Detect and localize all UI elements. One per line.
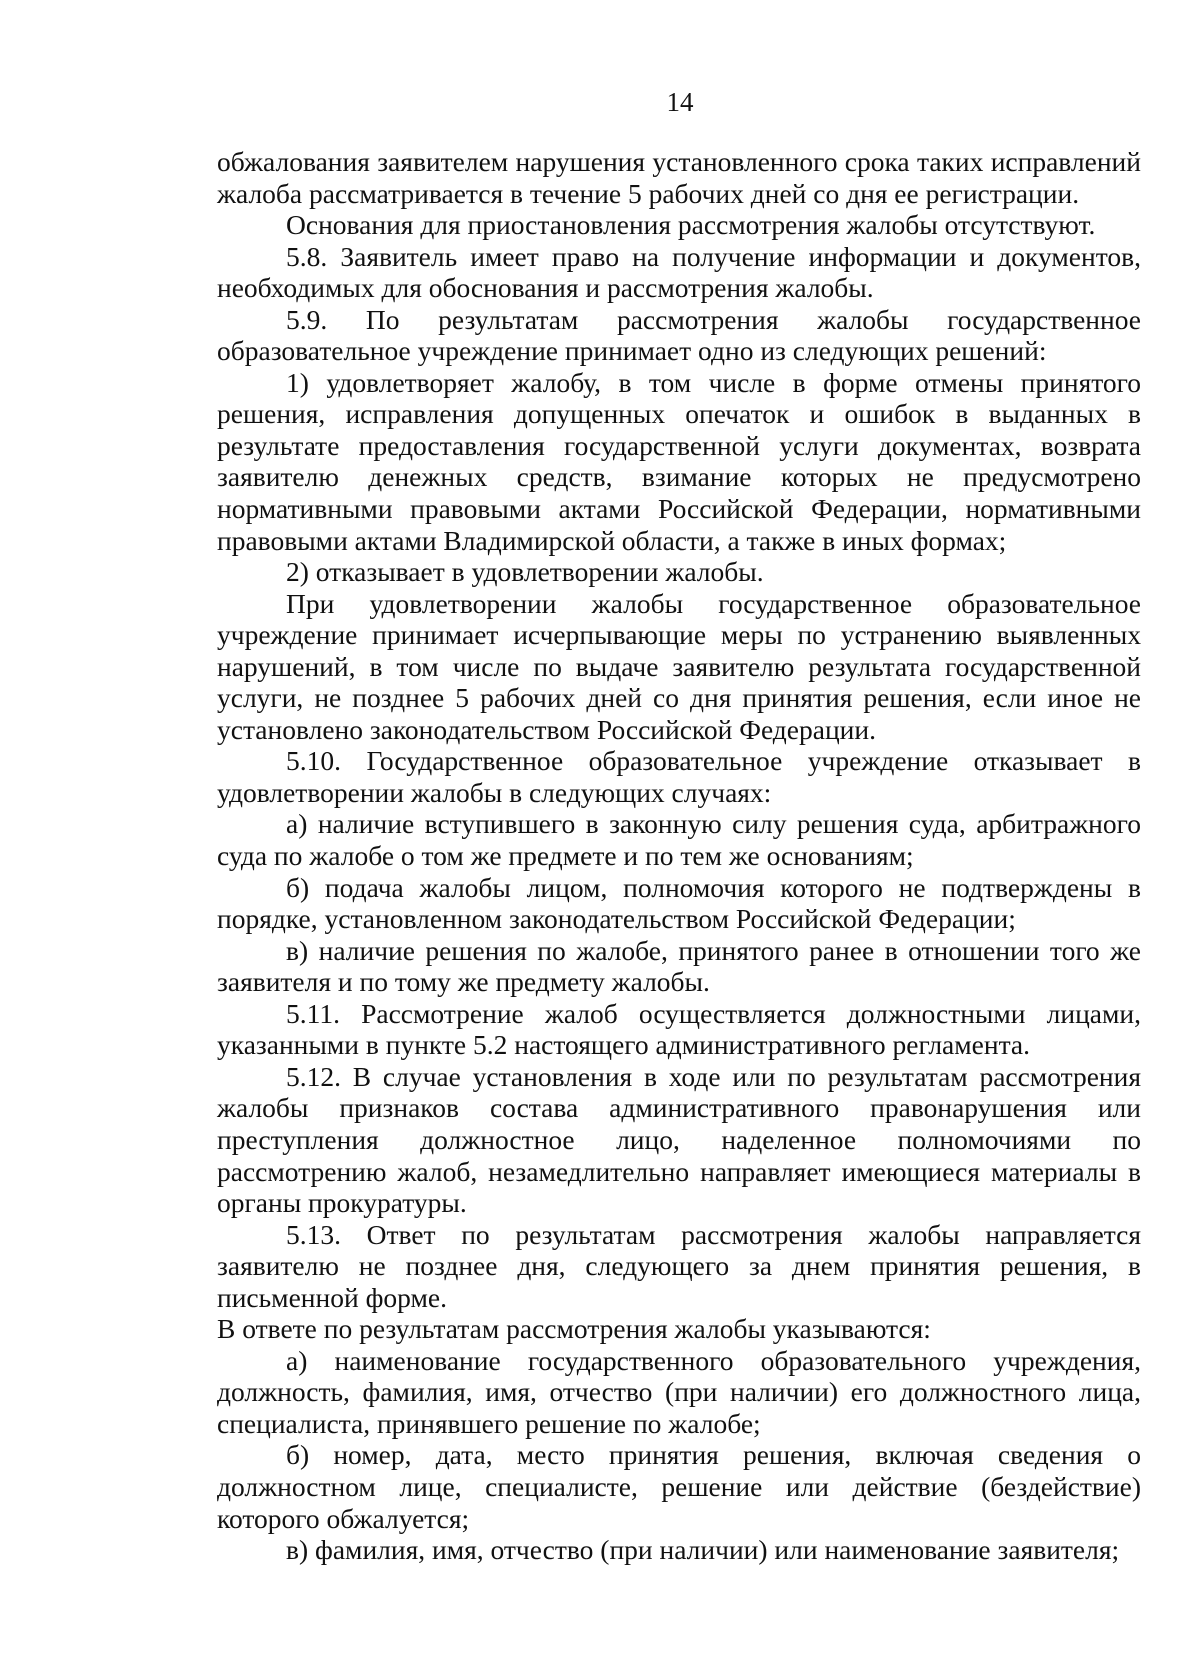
paragraph-answer-item-b: б) номер, дата, место принятия решения, включая сведения о должностном лице, специалисте, решение или действие (бездействие) которого обжалуется; xyxy=(217,1439,1141,1534)
document-body xyxy=(217,146,1141,1566)
paragraph-continuation: обжалования заявителем нарушения установленного срока таких исправлений жалоба рассматривается в течение 5 рабочих дней со дня ее регистрации. xyxy=(217,146,1141,209)
paragraph-no-suspension-grounds: Основания для приостановления рассмотрения жалобы отсутствуют. xyxy=(286,209,1096,241)
paragraph-5-13: 5.13. Ответ по результатам рассмотрения жалобы направляется заявителю не позднее дня, следующего за днем принятия решения, в письменной форме. xyxy=(217,1218,1141,1313)
paragraph-answer-item-a: а) наименование государственного образовательного учреждения, должность, фамилия, имя, отчество (при наличии) его должностного лица, специалиста, принявшего решение по жалобе; xyxy=(217,1344,1141,1439)
page-number: 14 xyxy=(666,87,694,117)
paragraph-answer-item-v: в) фамилия, имя, отчество (при наличии) или наименование заявителя; xyxy=(286,1534,1120,1566)
paragraph-5-10: 5.10. Государственное образовательное учреждение отказывает в удовлетворении жалобы в следующих случаях: xyxy=(217,745,1141,808)
paragraph-5-10-item-a: а) наличие вступившего в законную силу решения суда, арбитражного суда по жалобе о том же предмете и по тем же основаниям; xyxy=(217,808,1141,872)
paragraph-5-9-item-2: 2) отказывает в удовлетворении жалобы. xyxy=(286,556,764,588)
paragraph-5-8: 5.8. Заявитель имеет право на получение информации и документов, необходимых для обоснования и рассмотрения жалобы. xyxy=(217,240,1141,304)
paragraph-5-11: 5.11. Рассмотрение жалоб осуществляется должностными лицами, указанными в пункте 5.2 настоящего административного регламента. xyxy=(217,997,1141,1061)
paragraph-answer-intro: В ответе по результатам рассмотрения жалобы указываются: xyxy=(217,1313,931,1345)
paragraph-5-9-item-1: 1) удовлетворяет жалобу, в том числе в форме отмены принятого решения, исправления допущенных опечаток и ошибок в выданных в результате предоставления государственной услуги документах, возврата заявителю денежных средств, взимание которых не предусмотрено нормативными правовыми актами Российской Федерации, нормативными правовыми актами Владимирской области, а также в иных формах; xyxy=(217,366,1141,556)
paragraph-5-10-item-v: в) наличие решения по жалобе, принятого ранее в отношении того же заявителя и по тому же предмету жалобы. xyxy=(217,934,1141,998)
paragraph-5-12: 5.12. В случае установления в ходе или по результатам рассмотрения жалобы признаков состава административного правонарушения или преступления должностное лицо, наделенное полномочиями по рассмотрению жалоб, незамедлительно направляет имеющиеся материалы в органы прокуратуры. xyxy=(217,1060,1141,1219)
paragraph-5-10-item-b: б) подача жалобы лицом, полномочия которого не подтверждены в порядке, установленном законодательством Российской Федерации; xyxy=(217,871,1141,935)
paragraph-5-9: 5.9. По результатам рассмотрения жалобы государственное образовательное учреждение принимает одно из следующих решений: xyxy=(217,303,1141,367)
paragraph-satisfaction-measures: При удовлетворении жалобы государственное образовательное учреждение принимает исчерпывающие меры по устранению выявленных нарушений, в том числе по выдаче заявителю результата государственной услуги, не позднее 5 рабочих дней со дня принятия решения, если иное не установлено законодательством Российской Федерации. xyxy=(217,587,1141,745)
